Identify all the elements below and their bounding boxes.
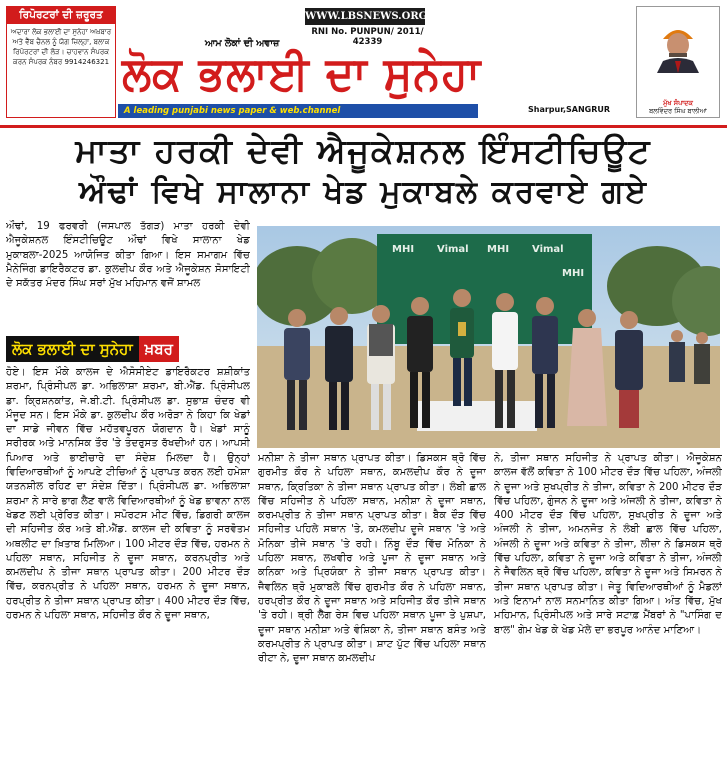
brand-strip	[6, 336, 250, 362]
article-column-3-text: ਨੇ, ਤੀਜਾ ਸਥਾਨ ਸਹਿਜੀਤ ਨੇ ਪ੍ਰਾਪਤ ਕੀਤਾ। ਐਜੂਕੇਸ਼ਨ ਕਾਲਜ ਵੱਲੋਂ ਕਵਿਤਾ ਨੇ 100 ਮੀਟਰ ਦੌੜ ਵਿੱਚ ਪਹਿਲਾ, ਅੰਜਲੀ ਨੇ ਦੂਜਾ ਅਤੇ ਸੁਖਪ੍ਰੀਤ ਨੇ ਤੀਜਾ, ਕਵਿਤਾ ਨੇ 200 ਮੀਟਰ ਦੌੜ ਵਿੱਚ ਪਹਿਲਾ, ਗੁੰਜਨ ਨੇ ਦੂਜਾ ਅਤੇ ਅੰਜਲੀ ਨੇ ਤੀਜਾ, ਕਵਿਤਾ ਨੇ 400 ਮੀਟਰ ਦੌੜ ਵਿੱਚ ਪਹਿਲਾ, ਸੁਖਪ੍ਰੀਤ ਨੇ ਦੂਜਾ ਅਤੇ ਅੰਜਲੀ ਨੇ ਤੀਜਾ, ਅਮਨਜੋਤ ਨੇ ਲੰਬੀ ਛਾਲ ਵਿੱਚ ਪਹਿਲਾ, ਅੰਜਲੀ ਨੇ ਦੂਜਾ ਅਤੇ ਕਵਿਤਾ ਨੇ ਤੀਜਾ, ਲੀਜ਼ਾ ਨੇ ਡਿਸਕਸ ਥ੍ਰੋ ਵਿੱਚ ਪਹਿਲਾ, ਕਵਿਤਾ ਨੇ ਦੂਜਾ ਅਤੇ ਕਵਿਤਾ ਨੇ ਤੀਜਾ, ਅੰਜਲੀ ਨੇ ਜੈਵਲਿਨ ਥ੍ਰੋ ਵਿੱਚ ਪਹਿਲਾ, ਕਵਿਤਾ ਨੇ ਦੂਜਾ ਅਤੇ ਸਿਮਰਨ ਨੇ ਤੀਜਾ ਸਥਾਨ ਪ੍ਰਾਪਤ ਕੀਤਾ। ਜੇਤੂ ਵਿਦਿਆਰਥੀਆਂ ਨੂੰ ਮੈਡਲਾਂ ਅਤੇ ਇਨਾਮਾਂ ਨਾਲ ਸਨਮਾਨਿਤ ਕੀਤਾ ਗਿਆ। ਅੰਤ ਵਿੱਚ, ਮੁੱਖ ਮਹਿਮਾਨ, ਪ੍ਰਿੰਸੀਪਲ ਅਤੇ ਸਾਰੇ ਸਟਾਫ਼ ਮੈਂਬਰਾਂ ਨੇ "ਪਾਸਿੰਗ ਦ ਬਾਲ" ਗੇਮ ਖੇਡ ਕੇ ਖੇਡ ਮੇਲੇ ਦਾ ਭਰਪੂਰ ਆਨੰਦ ਮਾਣਿਆ।	[494, 453, 722, 636]
event-photo	[257, 226, 720, 448]
backdrop-logo-text: Vimal	[532, 244, 564, 255]
brand-strip-name: ਲੋਕ ਭਲਾਈ ਦਾ ਸੁਨੇਹਾ	[6, 336, 139, 362]
headline-line-2: ਔਢਾਂ ਵਿਖੇ ਸਾਲਾਨਾ ਖੇਡ ਮੁਕਾਬਲੇ ਕਰਵਾਏ ਗਏ	[79, 174, 648, 210]
backdrop-logo-text: Vimal	[437, 244, 469, 255]
article-column-1	[6, 220, 250, 766]
reporter-box-text: ਅਦਾਰਾ ਲੋਕ ਭਲਾਈ ਦਾ ਸੁਨੇਹਾ ਅਖ਼ਬਾਰ ਅਤੇ ਵੈੱਬ ਚੈਨਲ ਨੂੰ ਯੋਗ ਜ਼ਿਲ੍ਹਾ, ਬਲਾਕ ਰਿਪੋਰਟਰਾਂ ਦੀ ਲੋੜ। ਚਾਹਵਾਨ ਸੰਪਰਕ ਕਰਨ ਸੰਪਰਕ ਨੰਬਰ 9914246321	[10, 28, 112, 66]
brand-strip-tag: ਖ਼ਬਰ	[139, 336, 179, 362]
headline-line-1: ਮਾਤਾ ਹਰਕੀ ਦੇਵੀ ਐਜੂਕੇਸ਼ਨਲ ਇੰਸਟੀਚਿਊਟ	[75, 131, 652, 170]
article-column-2-text: ਮਨੀਸ਼ਾ ਨੇ ਤੀਜਾ ਸਥਾਨ ਪ੍ਰਾਪਤ ਕੀਤਾ। ਡਿਸਕਸ ਥ੍ਰੋ ਵਿੱਚ ਗੁਰਮੀਤ ਕੌਰ ਨੇ ਪਹਿਲਾ ਸਥਾਨ, ਕਮਲਦੀਪ ਕੌਰ ਨੇ ਦੂਜਾ ਸਥਾਨ, ਕ੍ਰਿਤਿਕਾ ਨੇ ਤੀਜਾ ਸਥਾਨ ਪ੍ਰਾਪਤ ਕੀਤਾ। ਲੰਬੀ ਛਾਲ ਵਿੱਚ ਸਹਿਜੀਤ ਨੇ ਪਹਿਲਾ ਸਥਾਨ, ਮਨੀਸ਼ਾ ਨੇ ਦੂਜਾ ਸਥਾਨ, ਕਰਮਪ੍ਰੀਤ ਨੇ ਤੀਜਾ ਸਥਾਨ ਪ੍ਰਾਪਤ ਕੀਤਾ। ਬੈਕ ਦੌੜ ਵਿੱਚ ਸਹਿਜੀਤ ਪਹਿਲੇ ਸਥਾਨ 'ਤੇ, ਕਮਲਦੀਪ ਦੂਜੇ ਸਥਾਨ 'ਤੇ ਅਤੇ ਮੋਨਿਕਾ ਤੀਜੇ ਸਥਾਨ 'ਤੇ ਰਹੀ। ਨਿੰਬੂ ਦੌੜ ਵਿੱਚ ਮੋਨਿਕਾ ਨੇ ਪਹਿਲਾ ਸਥਾਨ, ਲਖਵੀਰ ਅਤੇ ਪੂਜਾ ਨੇ ਦੂਜਾ ਸਥਾਨ ਅਤੇ ਕਨਿਕਾ ਅਤੇ ਪ੍ਰਿਯੰਕਾ ਨੇ ਤੀਜਾ ਸਥਾਨ ਪ੍ਰਾਪਤ ਕੀਤਾ। ਜੈਵਲਿਨ ਥ੍ਰੋ ਮੁਕਾਬਲੇ ਵਿੱਚ ਗੁਰਮੀਤ ਕੌਰ ਨੇ ਪਹਿਲਾ ਸਥਾਨ, ਹਰਪ੍ਰੀਤ ਕੌਰ ਨੇ ਦੂਜਾ ਸਥਾਨ ਅਤੇ ਸਹਿਜੀਤ ਕੌਰ ਤੀਜੇ ਸਥਾਨ 'ਤੇ ਰਹੀ। ਥ੍ਰੀ ਲੈੱਗ ਰੇਸ ਵਿਚ ਪਹਿਲਾ ਸਥਾਨ ਪੂਜਾ ਤੇ ਪੁਸ਼ਪਾ, ਦੂਜਾ ਸਥਾਨ ਮਨੀਸ਼ਾ ਅਤੇ ਵੰਸ਼ਿਕਾ ਨੇ, ਤੀਜਾ ਸਥਾਨ ਬਸੰਤ ਅਤੇ ਕਰਮਪ੍ਰੀਤ ਨੇ ਪ੍ਰਾਪਤ ਕੀਤਾ। ਸ਼ਾਟ ਪੁੱਟ ਵਿੱਚ ਪਹਿਲਾ ਸਥਾਨ ਰੀਟਾ ਨੇ, ਦੂਜਾ ਸਥਾਨ ਕਮਲਦੀਪ	[258, 453, 486, 665]
editor-caption-name: ਬਲਵਿੰਦਰ ਸਿੰਘ ਬਾਲੀਆਂ	[649, 107, 707, 115]
article-lead: ਔਢਾਂ, 19 ਫਰਵਰੀ (ਜਸਪਾਲ ਤੱਗੜ) ਮਾਤਾ ਹਰਕੀ ਦੇਵੀ ਐਜੂਕੇਸ਼ਨਲ ਇੰਸਟੀਚਿਊਟ ਔਢਾਂ ਵਿਖੇ ਸਾਲਾਨਾ ਖੇਡ ਮੁਕਾਬਲਾ-2025 ਆਯੋਜਿਤ ਕੀਤਾ ਗਿਆ। ਇਸ ਸਮਾਗਮ ਵਿੱਚ ਮੈਨੇਜਿੰਗ ਡਾਇਰੈਕਟਰ ਡਾ. ਕੁਲਦੀਪ ਕੌਰ ਅਤੇ ਐਜੂਕੇਸ਼ਨ ਸੋਸਾਇਟੀ ਦੇ ਸਕੱਤਰ ਮੰਦਰ ਸਿੰਘ ਸਰਾਂ ਮੁੱਖ ਮਹਿਮਾਨ ਵਜੋਂ ਸ਼ਾਮਲ	[6, 221, 250, 290]
paper-title: ਲੋਕ ਭਲਾਈ ਦਾ ਸੁਨੇਹਾ	[122, 46, 482, 100]
event-photo-illustration	[257, 226, 720, 448]
paper-subband: A leading punjabi news paper & web.channel	[118, 104, 478, 118]
backdrop-logo-text: MHI	[562, 268, 585, 279]
masthead	[0, 0, 727, 128]
paper-tagline: ਆਮ ਲੋਕਾਂ ਦੀ ਅਵਾਜ਼	[205, 38, 280, 49]
editor-portrait-icon	[657, 23, 699, 73]
backdrop-logo-text: MHI	[487, 244, 510, 255]
editor-caption	[637, 99, 719, 115]
site-url: WWW.LBSNEWS.ORG	[305, 8, 425, 25]
backdrop-logo-text: MHI	[392, 244, 415, 255]
headline	[0, 130, 727, 212]
article-column-3	[494, 452, 722, 770]
editor-photo	[636, 6, 720, 118]
editor-caption-role: ਮੁੱਖ ਸੰਪਾਦਕ	[663, 99, 693, 107]
article-column-2	[258, 452, 486, 770]
podium	[417, 401, 537, 431]
paper-location: Sharpur,SANGRUR	[528, 105, 611, 114]
article-column-1-text: ਹੋਏ। ਇਸ ਮੌਕੇ ਕਾਲਜ ਦੇ ਐਸੋਸੀਏਟ ਡਾਇਰੈਕਟਰ ਸ਼ਸ਼ੀਕਾਂਤ ਸ਼ਰਮਾ, ਪ੍ਰਿੰਸੀਪਲ ਡਾ. ਅਭਿਲਾਸ਼ਾ ਸ਼ਰਮਾ, ਬੀ.ਐੱਡ. ਪ੍ਰਿੰਸੀਪਲ ਡਾ. ਕ੍ਰਿਸ਼ਨਕਾਂਤ, ਜੇ.ਬੀ.ਟੀ. ਪ੍ਰਿੰਸੀਪਲ ਡਾ. ਸੁਭਾਸ਼ ਚੰਦਰ ਵੀ ਮੌਜੂਦ ਸਨ। ਇਸ ਮੌਕੇ ਡਾ. ਕੁਲਦੀਪ ਕੌਰ ਅਰੋੜਾ ਨੇ ਕਿਹਾ ਕਿ ਖੇਡਾਂ ਦਾ ਸਾਡੇ ਜੀਵਨ ਵਿੱਚ ਮਹੱਤਵਪੂਰਨ ਯੋਗਦਾਨ ਹੈ। ਖੇਡਾਂ ਸਾਨੂੰ ਸਰੀਰਕ ਅਤੇ ਮਾਨਸਿਕ ਤੌਰ 'ਤੇ ਤੰਦਰੁਸਤ ਰੱਖਦੀਆਂ ਹਨ। ਆਪਸੀ ਪਿਆਰ ਅਤੇ ਭਾਈਚਾਰੇ ਦਾ ਸੰਦੇਸ਼ ਮਿਲਦਾ ਹੈ। ਉਨ੍ਹਾਂ ਵਿਦਿਆਰਥੀਆਂ ਨੂੰ ਆਪਣੇ ਟੀਚਿਆਂ ਨੂੰ ਪ੍ਰਾਪਤ ਕਰਨ ਲਈ ਹਮੇਸ਼ਾ ਯਤਨਸ਼ੀਲ ਰਹਿਣ ਦਾ ਸੰਦੇਸ਼ ਦਿੱਤਾ। ਪ੍ਰਿੰਸੀਪਲ ਡਾ. ਅਭਿਲਾਸ਼ਾ ਸ਼ਰਮਾ ਨੇ ਸਾਰੇ ਭਾਗ ਲੈਣ ਵਾਲੇ ਵਿਦਿਆਰਥੀਆਂ ਨੂੰ ਖੇਡ ਭਾਵਨਾ ਨਾਲ ਖੇਡਣ ਲਈ ਪ੍ਰੇਰਿਤ ਕੀਤਾ। ਸਪੋਰਟਸ ਮੀਟ ਵਿੱਚ, ਡਿਗਰੀ ਕਾਲਜ ਦੀ ਸਹਿਜੀਤ ਕੌਰ ਅਤੇ ਬੀ.ਐੱਡ. ਕਾਲਜ ਦੀ ਕਵਿਤਾ ਨੂੰ ਸਰਵੋਤਮ ਅਥਲੀਟ ਦਾ ਖ਼ਿਤਾਬ ਮਿਲਿਆ। 100 ਮੀਟਰ ਦੌੜ ਵਿੱਚ, ਹਰਮਨ ਨੇ ਪਹਿਲਾ ਸਥਾਨ, ਸਹਿਜੀਤ ਨੇ ਦੂਜਾ ਸਥਾਨ, ਕਰਨਪ੍ਰੀਤ ਅਤੇ ਕਮਲਦੀਪ ਨੇ ਤੀਜਾ ਸਥਾਨ ਪ੍ਰਾਪਤ ਕੀਤਾ। 200 ਮੀਟਰ ਦੌੜ ਵਿੱਚ, ਕਰਨਪ੍ਰੀਤ ਨੇ ਪਹਿਲਾ ਸਥਾਨ, ਹਰਮਨ ਨੇ ਦੂਜਾ ਸਥਾਨ, ਹਰਪ੍ਰੀਤ ਨੇ ਤੀਜਾ ਸਥਾਨ ਪ੍ਰਾਪਤ ਕੀਤਾ। 400 ਮੀਟਰ ਦੌੜ ਵਿੱਚ, ਹਰਮਨ ਨੇ ਪਹਿਲਾ ਸਥਾਨ, ਸਹਿਜੀਤ ਕੌਰ ਨੇ ਦੂਜਾ ਸਥਾਨ,	[6, 367, 250, 622]
reporter-wanted-box	[6, 6, 116, 118]
rni-number: RNI No. PUNPUN/ 2011/ 42339	[311, 27, 424, 47]
masthead-rule	[0, 125, 727, 128]
reporter-box-heading: ਰਿਪੋਰਟਰਾਂ ਦੀ ਜ਼ਰੂਰਤ	[7, 7, 115, 24]
